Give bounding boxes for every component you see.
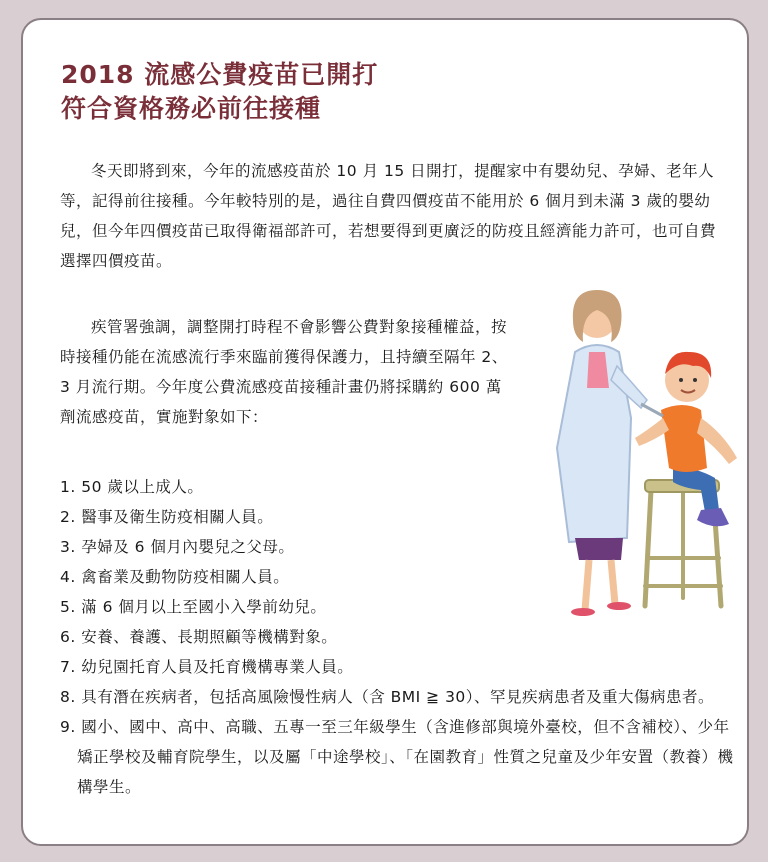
article-title-line-2: 符合資格務必前往接種	[61, 94, 322, 123]
list-item: 6. 安養、養護、長期照顧等機構對象。	[60, 628, 338, 646]
list-item: 2. 醫事及衛生防疫相關人員。	[60, 508, 274, 526]
cdc-paragraph: 疾管署強調，調整開打時程不會影響公費對象接種權益，按時接種仍能在流感流行季來臨前獲得保護力，且持續至隔年 2、3 月流行期。今年度公費流感疫苗接種計畫仍將採購約 600 萬劑流感疫苗，實施對象如下：	[60, 318, 508, 426]
list-item: 8. 具有潛在疾病者，包括高風險慢性病人（含 BMI ≧ 30）、罕見疾病患者及重大傷病患者。	[60, 688, 715, 706]
list-item: 1. 50 歲以上成人。	[60, 478, 204, 496]
intro-paragraph: 冬天即將到來，今年的流感疫苗於 10 月 15 日開打，提醒家中有嬰幼兒、孕婦、老年人等，記得前往接種。今年較特別的是，過往自費四價疫苗不能用於 6 個月到未滿 3 歲的嬰幼兒，但今年四價疫苗已取得衛福部許可，若想要得到更廣泛的防疫且經濟能力許可，也可自費選擇四價疫苗。	[60, 162, 717, 270]
doctor-vaccinating-child-illustration	[523, 268, 748, 618]
article-title	[61, 58, 378, 126]
list-item: 3. 孕婦及 6 個月內嬰兒之父母。	[60, 538, 295, 556]
list-item: 9. 國小、國中、高中、高職、五專一至三年級學生（含進修部與境外臺校，但不含補校）、少年矯正學校及輔育院學生，以及屬「中途學校」、「在園教育」性質之兒童及少年安置（教養）機構學生。	[60, 718, 734, 796]
list-item: 7. 幼兒園托育人員及托育機構專業人員。	[60, 658, 354, 676]
list-item: 5. 滿 6 個月以上至國小入學前幼兒。	[60, 598, 327, 616]
article-card	[21, 18, 749, 846]
list-item: 4. 禽畜業及動物防疫相關人員。	[60, 568, 290, 586]
article-title-line-1: 2018 流感公費疫苗已開打	[61, 60, 379, 89]
